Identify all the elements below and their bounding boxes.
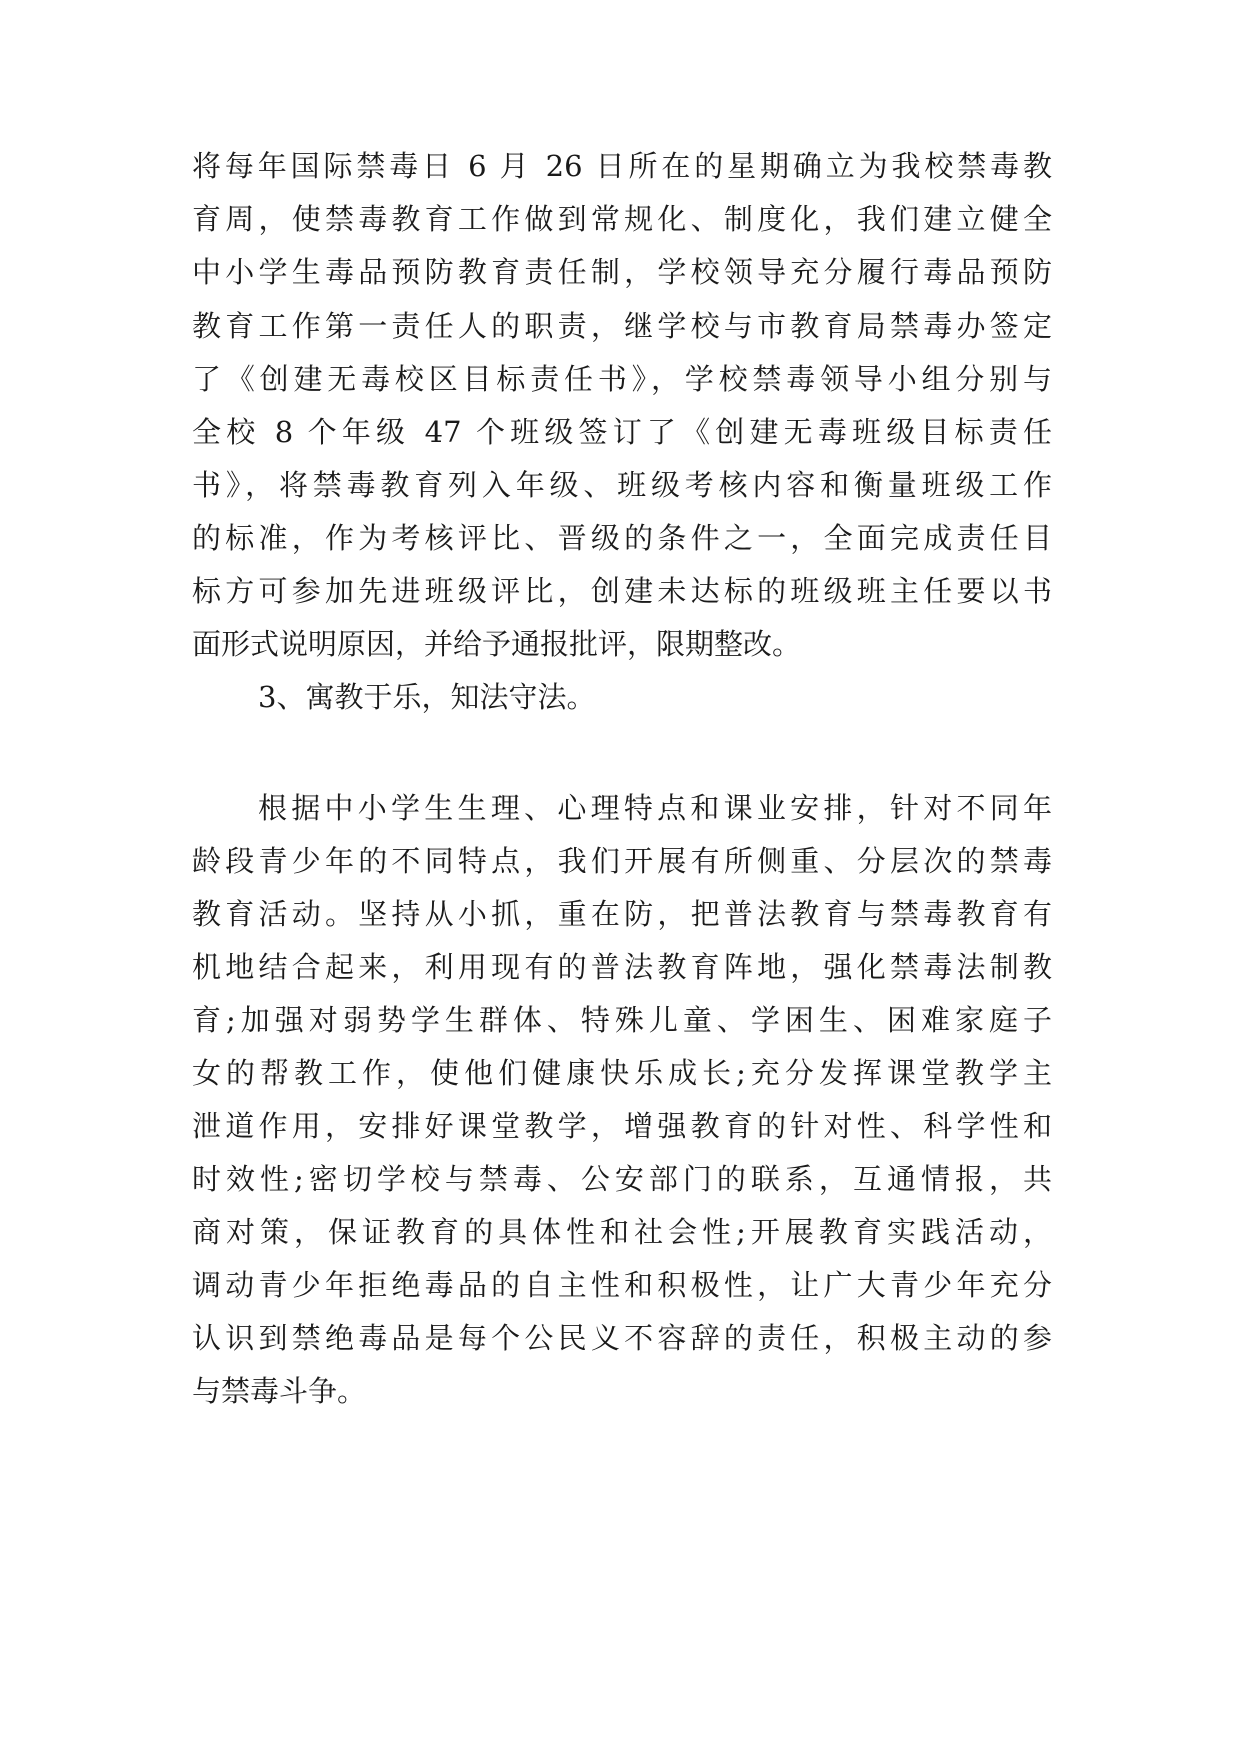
paragraph-2-line-10: 调动青少年拒绝毒品的自主性和积极性，让广大青少年充分	[192, 1268, 1052, 1302]
paragraph-1-line-3: 中小学生毒品预防教育责任制，学校领导充分履行毒品预防	[192, 255, 1052, 289]
paragraph-1-line-8: 的标准，作为考核评比、晋级的条件之一，全面完成责任目	[192, 521, 1052, 555]
paragraph-1-line-7: 书》，将禁毒教育列入年级、班级考核内容和衡量班级工作	[192, 468, 1052, 502]
paragraph-2-line-8: 时效性;密切学校与禁毒、公安部门的联系，互通情报，共	[192, 1162, 1052, 1196]
paragraph-1-line-6: 全校 8 个年级 47 个班级签订了《创建无毒班级目标责任	[192, 415, 1052, 449]
paragraph-1-line-9: 标方可参加先进班级评比，创建未达标的班级班主任要以书	[192, 574, 1052, 608]
paragraph-1-line-5: 了《创建无毒校区目标责任书》，学校禁毒领导小组分别与	[192, 362, 1052, 396]
section-heading-3: 3、寓教于乐，知法守法。	[258, 680, 596, 714]
paragraph-1-line-1: 将每年国际禁毒日 6 月 26 日所在的星期确立为我校禁毒教	[192, 149, 1052, 183]
paragraph-2-line-1: 根据中小学生生理、心理特点和课业安排，针对不同年	[258, 791, 1052, 825]
paragraph-2-line-5: 育;加强对弱势学生群体、特殊儿童、学困生、困难家庭子	[192, 1003, 1052, 1037]
paragraph-2-line-11: 认识到禁绝毒品是每个公民义不容辞的责任，积极主动的参	[192, 1321, 1052, 1355]
paragraph-2-line-4: 机地结合起来，利用现有的普法教育阵地，强化禁毒法制教	[192, 950, 1052, 984]
paragraph-1-line-10: 面形式说明原因，并给予通报批评，限期整改。	[192, 627, 802, 661]
paragraph-1-line-2: 育周，使禁毒教育工作做到常规化、制度化，我们建立健全	[192, 202, 1052, 236]
paragraph-2-line-7: 泄道作用，安排好课堂教学，增强教育的针对性、科学性和	[192, 1109, 1052, 1143]
paragraph-2-line-12: 与禁毒斗争。	[192, 1374, 367, 1408]
paragraph-1-line-4: 教育工作第一责任人的职责，继学校与市教育局禁毒办签定	[192, 309, 1052, 343]
paragraph-2-line-3: 教育活动。坚持从小抓，重在防，把普法教育与禁毒教育有	[192, 897, 1052, 931]
paragraph-2-line-9: 商对策，保证教育的具体性和社会性;开展教育实践活动，	[192, 1215, 1052, 1249]
paragraph-2-line-6: 女的帮教工作，使他们健康快乐成长;充分发挥课堂教学主	[192, 1056, 1052, 1090]
paragraph-2-line-2: 龄段青少年的不同特点，我们开展有所侧重、分层次的禁毒	[192, 844, 1052, 878]
